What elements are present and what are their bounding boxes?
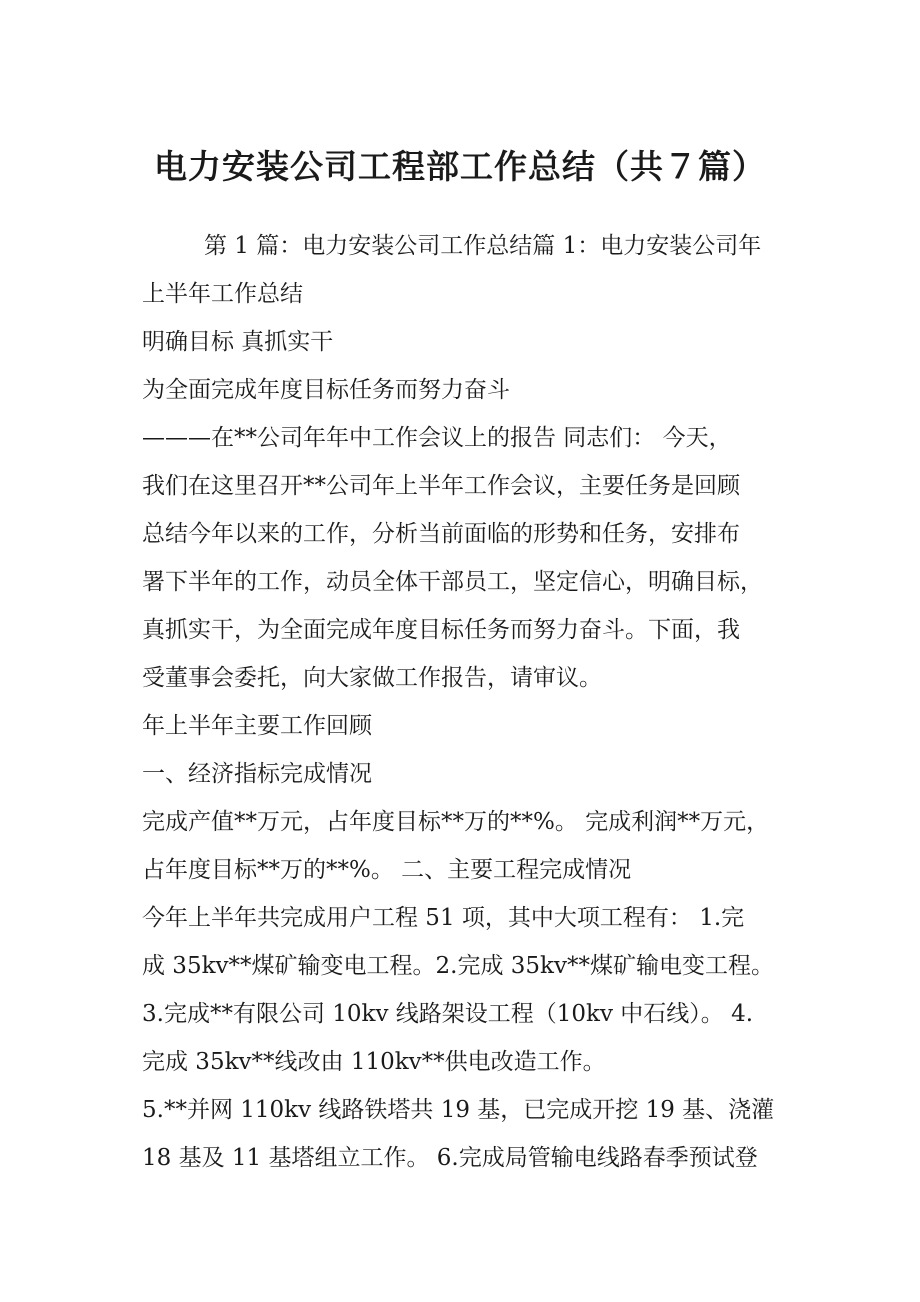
text-line: 年上半年主要工作回顾 bbox=[142, 713, 372, 739]
text-line: 占年度目标**万的**%。 二、主要工程完成情况 bbox=[142, 857, 632, 883]
text-line: 受董事会委托，向大家做工作报告，请审议。 bbox=[142, 665, 602, 691]
text-line: 完成 35kv**线改由 110kv**供电改造工作。 bbox=[142, 1049, 606, 1075]
text-line: 总结今年以来的工作，分析当前面临的形势和任务，安排布 bbox=[142, 521, 740, 547]
document-body bbox=[142, 222, 782, 1182]
text-line: 18 基及 11 基塔组立工作。 6.完成局管输电线路春季预试登 bbox=[142, 1145, 758, 1171]
text-line: 完成产值**万元，占年度目标**万的**%。 完成利润**万元， bbox=[142, 809, 770, 835]
text-line: 为全面完成年度目标任务而努力奋斗 bbox=[142, 377, 510, 403]
text-line: 3.完成**有限公司 10kv 线路架设工程（10kv 中石线）。 4. bbox=[142, 1001, 754, 1027]
text-line: 5.**并网 110kv 线路铁塔共 19 基，已完成开挖 19 基、浇灌 bbox=[142, 1097, 775, 1123]
text-line: 第 1 篇：电力安装公司工作总结篇 1：电力安装公司年 bbox=[204, 233, 762, 259]
text-line: 今年上半年共完成用户工程 51 项，其中大项工程有： 1.完 bbox=[142, 905, 745, 931]
document-title: 电力安装公司工程部工作总结（共７篇） bbox=[154, 147, 766, 186]
text-line: 真抓实干，为全面完成年度目标任务而努力奋斗。下面，我 bbox=[142, 617, 740, 643]
text-line: 明确目标 真抓实干 bbox=[142, 329, 334, 355]
text-line: ———在**公司年年中工作会议上的报告 同志们： 今天， bbox=[142, 425, 732, 451]
text-line: 我们在这里召开**公司年上半年工作会议，主要任务是回顾 bbox=[142, 473, 740, 499]
text-line: 署下半年的工作，动员全体干部员工，坚定信心，明确目标， bbox=[142, 569, 763, 595]
text-line: 成 35kv**煤矿输变电工程。2.完成 35kv**煤矿输电变工程。 bbox=[142, 953, 774, 979]
text-line: 上半年工作总结 bbox=[142, 281, 303, 307]
text-line: 一、经济指标完成情况 bbox=[142, 761, 372, 787]
